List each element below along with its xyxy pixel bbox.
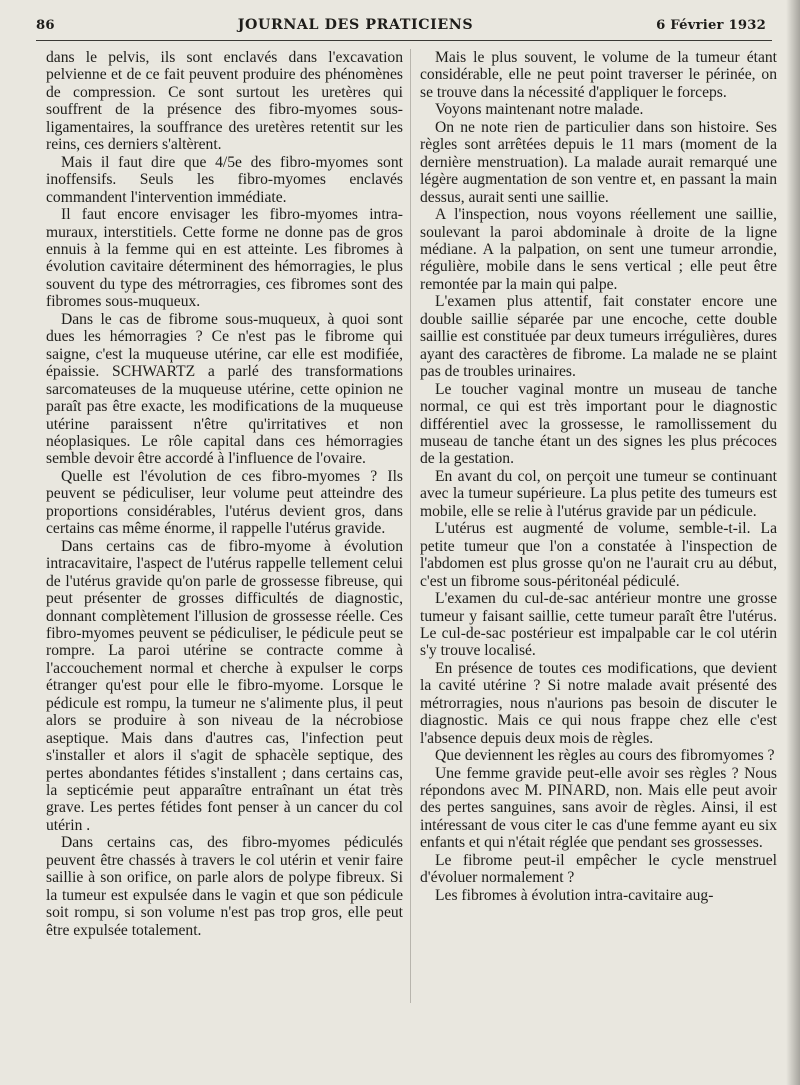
- paragraph: Dans certains cas de fibro-myome à évolution intracavitaire, l'aspect de l'utérus rappelle tellement celui de l'utérus gravide qu'on parle de grossesse fibreuse, qui peut présenter de grosses difficultés de diagnostic, donnant complètement l'illusion de grossesse réelle. Ces fibro-myomes peuvent se pédiculiser, le pédicule peut se rompre. La paroi utérine se contracte comme à l'accouchement normal et cherche à expulser le corps étranger qu'est pour elle le fibro-myome. Lorsque le pédicule est rompu, la tumeur ne s'alimente plus, il peut alors se produire à son niveau de la nécrobiose aseptique. Mais dans d'autres cas, l'infection peut s'installer et alors il s'agit de sphacèle septique, des pertes abondantes fétides s'installent ; dans certains cas, la septicémie peut apparaître entraînant un état très grave. Les pertes fétides font penser à un cancer du col utérin .: [46, 537, 403, 834]
- paragraph: L'examen du cul-de-sac antérieur montre une grosse tumeur y faisant saillie, cette tumeur paraît être l'utérus. Le cul-de-sac postérieur est impalpable car le col utérin s'y trouve localisé.: [420, 590, 777, 660]
- paragraph: Une femme gravide peut-elle avoir ses règles ? Nous répondons avec M. PINARD, non. Mais elle peut avoir des pertes sanguines, sans avoir de règles. Ainsi, il est intéressant de vous citer le cas d'une femme ayant eu six enfants et qui n'était réglée que pendant ses grossesses.: [420, 764, 777, 852]
- paragraph: A l'inspection, nous voyons réellement une saillie, soulevant la paroi abdominale à droite de la ligne médiane. A la palpation, on sent une tumeur arrondie, régulière, mobile dans le sens vertical ; elle peut être remontée par la main qui palpe.: [420, 206, 777, 293]
- column-divider: [410, 49, 411, 1003]
- paragraph: Le fibrome peut-il empêcher le cycle menstruel d'évoluer normalement ?: [420, 851, 777, 887]
- paragraph: Quelle est l'évolution de ces fibro-myomes ? Ils peuvent se pédiculiser, leur volume peut atteindre des proportions considérables, l'utérus devient gros, dans certains cas même énorme, il rappelle l'utérus gravide.: [46, 467, 403, 538]
- paragraph: En avant du col, on perçoit une tumeur se continuant avec la tumeur supérieure. La plus petite des tumeurs est mobile, elle se relie à l'utérus gravide par un pédicule.: [420, 467, 777, 520]
- paragraph: En présence de toutes ces modifications, que devient la cavité utérine ? Si notre malade avait présenté des métrorragies, nous n'aurions pas besoin de discuter le diagnostic. Mais ce qui nous frappe chez elle c'est l'absence depuis deux mois de règles.: [420, 659, 777, 747]
- right-column: [420, 49, 777, 904]
- paragraph: Mais le plus souvent, le volume de la tumeur étant considérable, elle ne peut point traverser le périnée, on se trouve dans la nécessité d'appliquer le forceps.: [420, 49, 777, 101]
- paragraph: Dans le cas de fibrome sous-muqueux, à quoi sont dues les hémorragies ? Ce n'est pas le fibrome qui saigne, c'est la muqueuse utérine, car elle est modifiée, épaissie. SCHWARTZ a parlé des transformations sarcomateuses de la muqueuse utérine, cette opinion ne paraît pas être exacte, les modifications de la muqueuse utérine paraissent n'être qu'irritatives et non néoplasiques. Le rôle capital dans ces hémorragies semble devoir être accordé à l'influence de l'ovaire.: [46, 310, 403, 468]
- journal-title: JOURNAL DES PRATICIENS: [237, 17, 474, 33]
- paragraph: Mais il faut dire que 4/5e des fibro-myomes sont inoffensifs. Seuls les fibro-myomes enclavés commandent l'intervention immédiate.: [46, 153, 403, 206]
- page-number: 86: [36, 18, 55, 33]
- running-header: [36, 17, 766, 39]
- paragraph: L'utérus est augmenté de volume, semble-t-il. La petite tumeur que l'on a constatée à l'inspection de l'abdomen est plus grosse qu'on ne l'aurait cru au début, c'est un fibrome sous-péritonéal pédiculé.: [420, 520, 777, 590]
- paragraph: Que deviennent les règles au cours des fibromyomes ?: [435, 747, 775, 765]
- paragraph: dans le pelvis, ils sont enclavés dans l'excavation pelvienne et de ce fait peuvent produire des phénomènes de compression. Ce sont surtout les uretères qui souffrent de la présence des fibro-myomes sous-ligamentaires, la souffrance des uretères retentit sur les reins, ces derniers s'altèrent.: [46, 49, 403, 154]
- paragraph: Les fibromes à évolution intra-cavitaire aug-: [435, 886, 714, 904]
- header-rule: [36, 40, 772, 41]
- paragraph: Il faut encore envisager les fibro-myomes intra-muraux, interstitiels. Cette forme ne donne pas de gros ennuis à la femme qui en est atteinte. Les fibromes à évolution cavitaire déterminent des hémorragies, le plus souvent du type des métrorragies, ces fibromes sont des fibromes sous-muqueux.: [46, 206, 403, 311]
- left-column: [46, 49, 403, 939]
- paragraph: On ne note rien de particulier dans son histoire. Ses règles sont arrêtées depuis le 11 mars (moment de la dernière menstruation). La malade aurait remarqué une légère augmentation de son ventre et, en passant la main dessus, aurait senti une saillie.: [420, 118, 777, 206]
- issue-date: 6 Février 1932: [656, 18, 766, 33]
- paragraph: Dans certains cas, des fibro-myomes pédiculés peuvent être chassés à travers le col utérin et venir faire saillie à son orifice, on parle alors de polype fibreux. Si la tumeur est expulsée dans le vagin et que son pédicule soit rompu, si son volume n'est pas trop gros, elle peut être expulsée totalement.: [46, 834, 403, 939]
- paragraph: Le toucher vaginal montre un museau de tanche normal, ce qui est très important pour le diagnostic différentiel avec la grossesse, le ramollissement du museau de tanche étant un des signes les plus précoces de la gestation.: [420, 380, 777, 468]
- page-edge-shadow: [786, 0, 800, 1085]
- paragraph: Voyons maintenant notre malade.: [435, 101, 644, 119]
- paragraph: L'examen plus attentif, fait constater encore une double saillie séparée par une encoche, cette double saillie est constituée par deux tumeurs irrégulières, dures ayant des caractères de fibrome. La malade ne se plaint pas de troubles urinaires.: [420, 293, 777, 381]
